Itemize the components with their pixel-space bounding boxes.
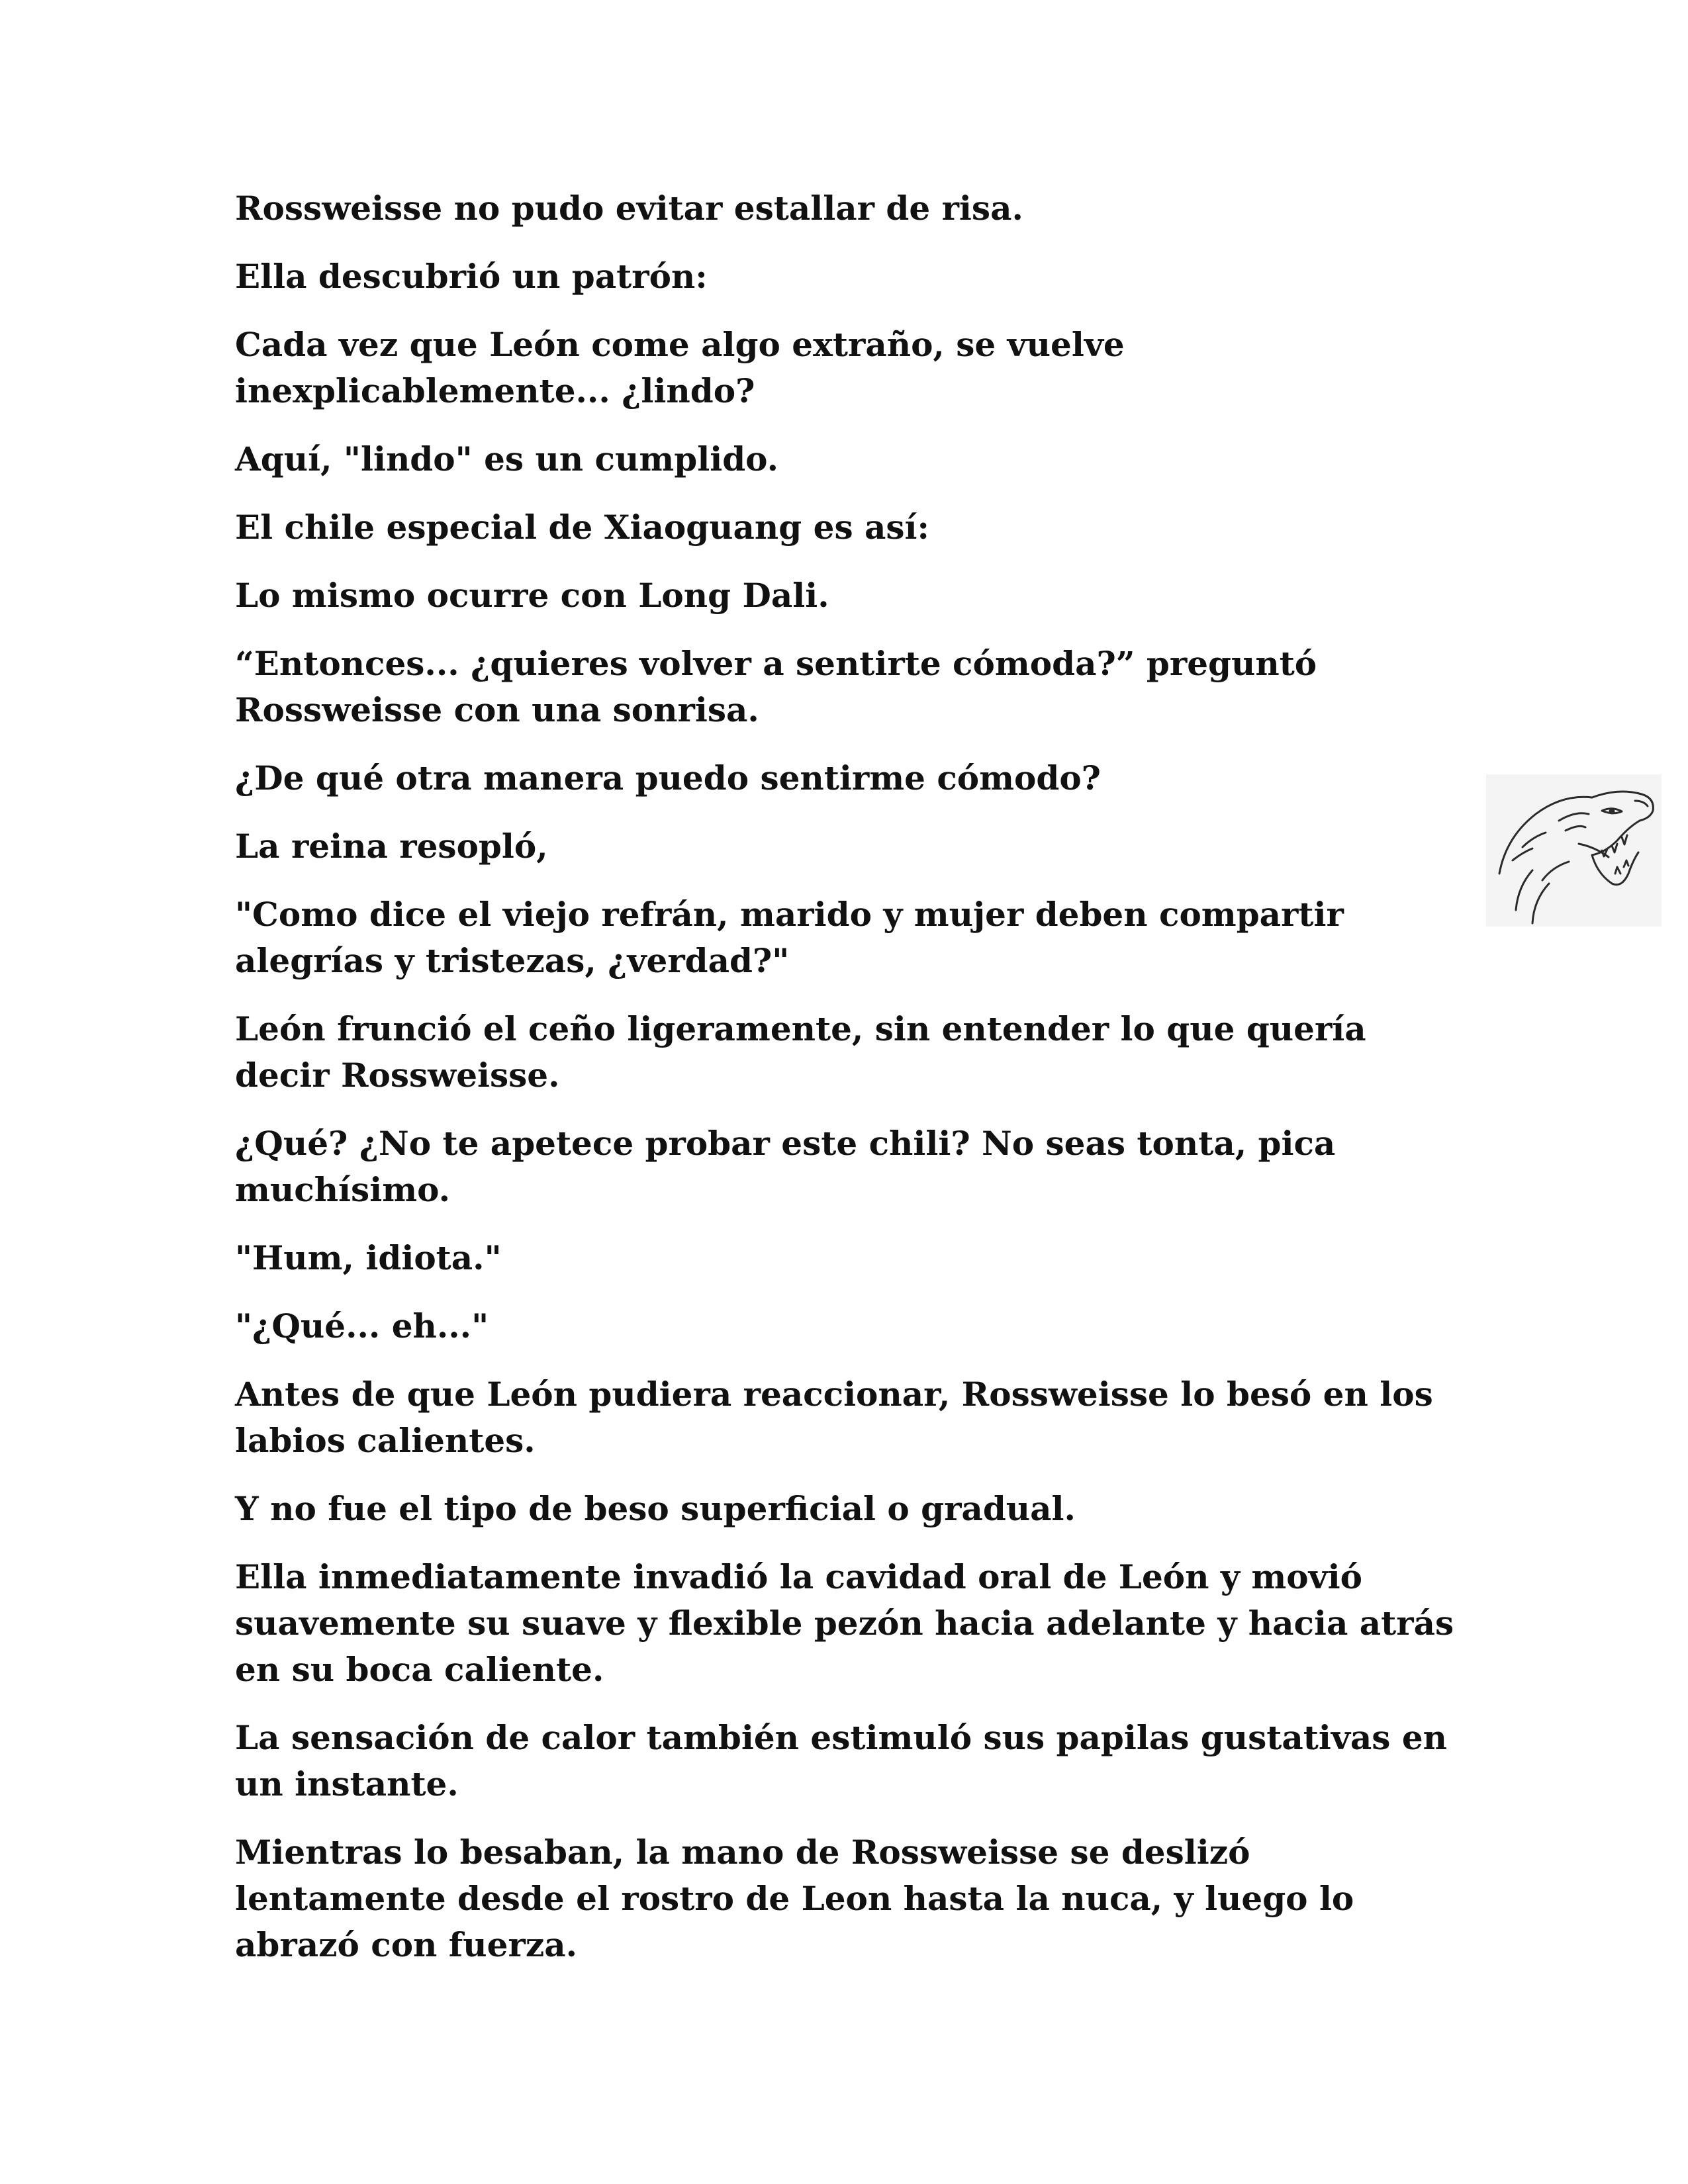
paragraph: ¿De qué otra manera puedo sentirme cómodo? <box>235 758 1101 797</box>
paragraph: "Como dice el viejo refrán, marido y mujer deben compartir alegrías y tristezas, ¿verdad?" <box>235 895 1344 980</box>
text-column <box>235 185 1456 1990</box>
paragraph: Cada vez que León come algo extraño, se vuelve inexplicablemente... ¿lindo? <box>235 325 1125 410</box>
paragraph: Y no fue el tipo de beso superficial o gradual. <box>235 1489 1076 1528</box>
paragraph: Antes de que León pudiera reaccionar, Rossweisse lo besó en los labios calientes. <box>235 1375 1433 1460</box>
paragraph: "Hum, idiota." <box>235 1238 502 1277</box>
paragraph: Ella descubrió un patrón: <box>235 257 708 296</box>
paragraph: Rossweisse no pudo evitar estallar de risa. <box>235 189 1023 228</box>
paragraph: La reina resopló, <box>235 827 548 866</box>
paragraph: León frunció el ceño ligeramente, sin entender lo que quería decir Rossweisse. <box>235 1009 1366 1095</box>
paragraph: Mientras lo besaban, la mano de Rossweisse se deslizó lentamente desde el rostro de Leon hasta la nuca, y luego lo abrazó con fuerza. <box>235 1833 1354 1964</box>
dinosaur-head-sketch-icon <box>1486 774 1662 927</box>
paragraph: La sensación de calor también estimuló sus papilas gustativas en un instante. <box>235 1718 1448 1803</box>
paragraph: El chile especial de Xiaoguang es así: <box>235 508 929 547</box>
paragraph: Aquí, "lindo" es un cumplido. <box>235 439 779 478</box>
paragraph: “Entonces... ¿quieres volver a sentirte cómoda?” preguntó Rossweisse con una sonrisa. <box>235 644 1317 729</box>
paragraph: ¿Qué? ¿No te apetece probar este chili? No seas tonta, pica muchísimo. <box>235 1124 1336 1209</box>
paragraph: Lo mismo ocurre con Long Dali. <box>235 576 829 615</box>
paragraph: "¿Qué... eh..." <box>235 1306 489 1345</box>
paragraph: Ella inmediatamente invadió la cavidad oral de León y movió suavemente su suave y flexible pezón hacia adelante y hacia atrás en su boca caliente. <box>235 1557 1454 1689</box>
